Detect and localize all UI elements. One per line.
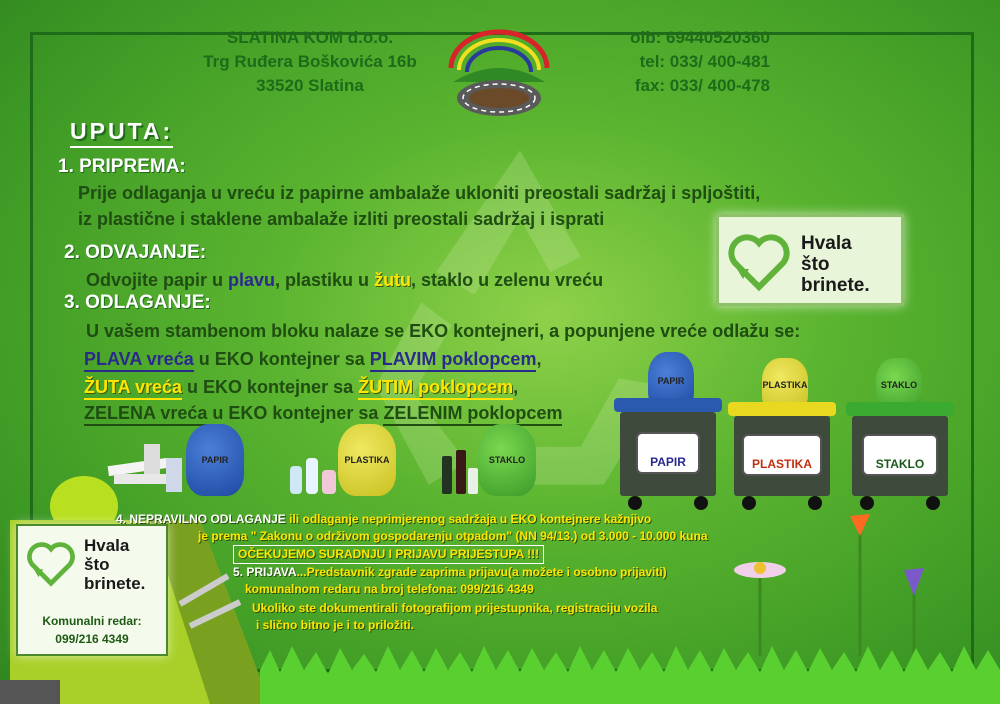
company-logo [443, 26, 555, 122]
company-city: 33520 Slatina [256, 76, 364, 95]
section4-line1 [116, 511, 651, 528]
zutu-word: žutu [374, 270, 412, 290]
zelena-vreca: ZELENA vreća [84, 403, 207, 426]
instruction-row-yellow [84, 374, 518, 400]
fax: fax: 033/ 400-478 [634, 76, 770, 95]
section3-intro: U vašem stambenom bloku nalaze se EKO kontejneri, a popunjene vreće odlažu se: [86, 321, 801, 341]
redar-phone: 099/216 4349 [55, 632, 129, 646]
section2-heading: 2. ODVAJANJE: [64, 242, 207, 263]
contacts-block [580, 26, 770, 98]
section4-heading: 4. NEPRAVILNO ODLAGANJE [116, 512, 286, 526]
section4-text1: ili odlaganje neprimjerenog sadržaja u EKO kontejnere kažnjivo [285, 512, 652, 526]
section5-text1: ...Predstavnik zgrade zaprima prijavu(a možete i osobno prijaviti) [296, 565, 667, 579]
blue-bag-label: PAPIR [201, 455, 229, 465]
bin-plastika-lid [728, 402, 836, 416]
yellow-bag-label: PLASTIKA [344, 455, 390, 465]
company-street: Trg Ruđera Boškovića 16b [203, 52, 417, 71]
section2-text-c: , staklo u zelenu vreću [411, 270, 604, 290]
hvala-line1: Hvala [801, 233, 852, 254]
green-bag [478, 424, 536, 496]
bin-plastika-label: PLASTIKA [742, 434, 822, 476]
bin-papir-label: PAPIR [636, 432, 700, 474]
section2-text-a: Odvojite papir u [86, 270, 229, 290]
redar-label: Komunalni redar: [42, 614, 142, 628]
plavu-word: plavu [228, 270, 276, 290]
section1-line1: Prije odlaganja u vreću iz papirne ambalaže ukloniti preostali sadržaj i spljoštiti, [78, 183, 761, 203]
phone: tel: 033/ 400-481 [639, 52, 770, 71]
hvala-line3: brinete. [801, 275, 870, 296]
truck-hvala-card [16, 524, 168, 656]
zutim-poklopcem: ŽUTIM poklopcem [358, 377, 513, 400]
bin-staklo-label: STAKLO [862, 434, 938, 476]
section2-text [86, 267, 603, 293]
plavim-poklopcem: PLAVIM poklopcem [370, 349, 537, 372]
heart-recycle-icon [727, 229, 791, 293]
callout-box: OČEKUJEMO SURADNJU I PRIJAVU PRIJESTUPA !!! [233, 545, 544, 564]
heart-recycle-icon [26, 538, 76, 588]
section5-line2: komunalnom redaru na broj telefona: 099/216 4349 [245, 582, 534, 596]
section3-heading: 3. ODLAGANJE: [64, 292, 211, 313]
truck-hvala-text [84, 536, 145, 593]
row-end: , [536, 349, 542, 369]
row-mid: u EKO kontejner sa [207, 403, 384, 423]
zuta-vreca: ŽUTA vreća [84, 377, 182, 400]
hvala-line1: Hvala [84, 536, 130, 555]
flowers-illustration [700, 506, 1000, 656]
section2-text-b: , plastiku u [275, 270, 375, 290]
zelenim-poklopcem: ZELENIM poklopcem [383, 403, 562, 426]
green-bag-label: STAKLO [488, 455, 526, 465]
oib: oib: 69440520360 [630, 28, 770, 47]
section5-line3: Ukoliko ste dokumentirali fotografijom prijestupnika, registraciju vozila [252, 601, 658, 615]
hvala-line2: što [801, 254, 830, 275]
instruction-row-green [84, 400, 562, 426]
hvala-text [801, 233, 870, 296]
section5-line4: i slično bitno je i to priložiti. [256, 618, 414, 632]
bin-staklo-lid [846, 402, 954, 416]
bin-papir-bag-label: PAPIR [657, 376, 685, 386]
section1-heading: 1. PRIPREMA: [58, 156, 186, 177]
section4-line2: je prema " Zakonu o održivom gospodarenju otpadom" (NN 94/13.) od 3.000 - 10.000 kuna [198, 529, 708, 543]
plastic-bottles-icon [288, 452, 340, 498]
bin-plastika-bag-label: PLASTIKA [762, 380, 808, 390]
section5-heading: 5. PRIJAVA [233, 565, 297, 579]
bin-plastika [728, 358, 836, 512]
section1-line2: iz plastične i staklene ambalaže izliti preostali sadržaj i isprati [78, 209, 605, 229]
redar-info [18, 612, 166, 648]
row-mid: u EKO kontejner sa [182, 377, 359, 397]
bin-staklo [846, 358, 954, 512]
section5-line1 [233, 564, 667, 581]
company-name: SLATINA KOM d.o.o. [226, 28, 394, 47]
plava-vreca: PLAVA vreća [84, 349, 194, 372]
hvala-card [716, 214, 904, 306]
company-block [190, 26, 430, 98]
wheel [628, 496, 642, 510]
glass-bottles-icon [440, 446, 480, 496]
bin-staklo-bag-label: STAKLO [880, 380, 918, 390]
grass-illustration [260, 640, 1000, 704]
instruction-row-blue [84, 346, 541, 372]
hvala-line3: brinete. [84, 574, 146, 593]
row-mid: u EKO kontejner sa [193, 349, 370, 369]
bin-papir-lid [614, 398, 722, 412]
hvala-line2: što [84, 555, 110, 574]
bin-papir [614, 352, 722, 512]
yellow-bag [338, 424, 396, 496]
page-title: UPUTA: [70, 118, 173, 148]
row-end: , [513, 377, 519, 397]
